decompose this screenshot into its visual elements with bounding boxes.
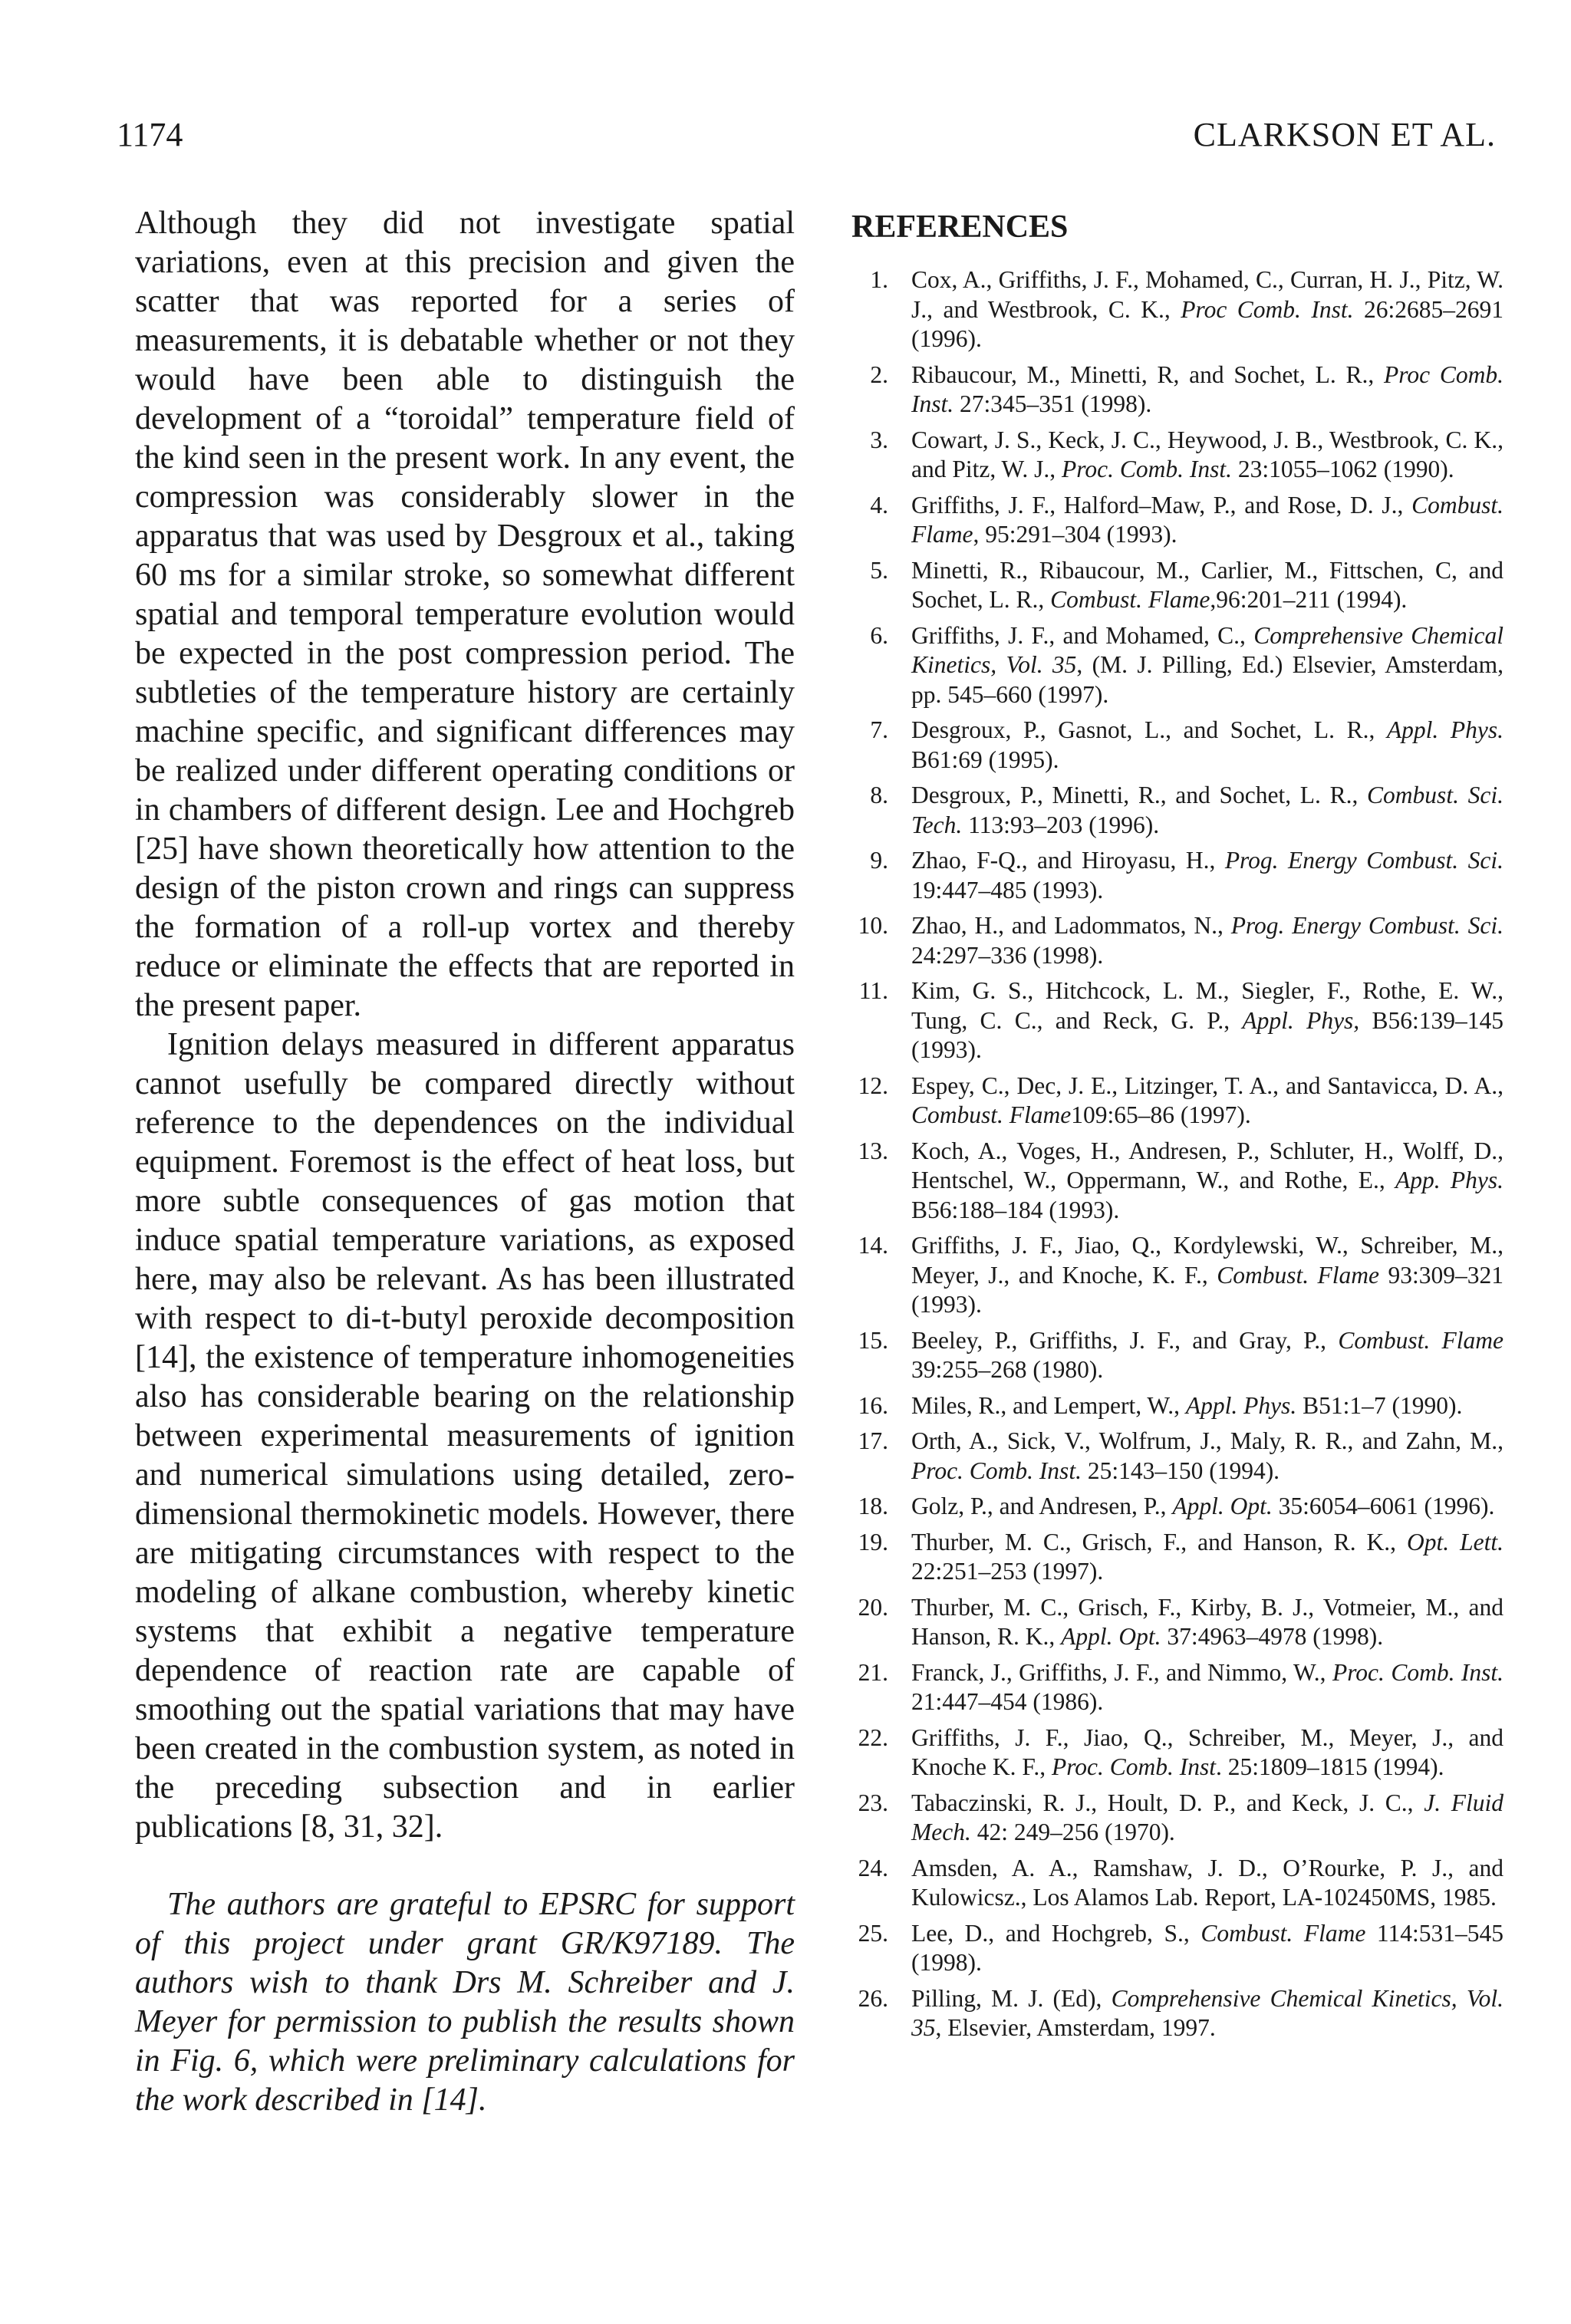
reference-authors: Lee, D., and Hochgreb, S.,	[911, 1919, 1201, 1947]
reference-authors: Minetti, R., Ribaucour, M., Carlier, M., Fittschen, C, and Sochet, L. R.,	[911, 556, 1503, 613]
reference-details: 24:297–336 (1998).	[911, 941, 1104, 969]
reference-journal: Prog. Energy Combust. Sci.	[1224, 847, 1503, 874]
reference-item	[851, 976, 1503, 1065]
reference-details: 114:531–545 (1998).	[911, 1919, 1504, 1976]
reference-text	[911, 622, 1503, 708]
reference-authors: Desgroux, P., Minetti, R., and Sochet, L. R.,	[911, 782, 1368, 808]
reference-authors: Cowart, J. S., Keck, J. C., Heywood, J. B., Westbrook, C. K., and Pitz, W. J.,	[911, 426, 1503, 482]
reference-item	[851, 360, 1503, 420]
reference-journal: Opt. Lett.	[1407, 1528, 1503, 1555]
reference-journal: Combust. Flame	[911, 491, 1503, 548]
reference-number: 6.	[870, 621, 888, 649]
reference-item	[851, 265, 1503, 354]
reference-number: 25.	[858, 1919, 888, 1947]
reference-details: B51:1–7 (1990).	[1296, 1391, 1463, 1419]
body-paragraph: Although they did not investigate spatial variations, even at this precision and given the scatter that was reported for a series of measurements, it is debatable whether or not they would have been able to distinguish the development of a “toroidal” temperature field of the kind seen in the present work. In any event, the compression was considerably slower in the apparatus that was used by Desgroux et al., taking 60 ms for a similar stroke, so somewhat different spatial and temporal temperature evolution would be expected in the post compression period. The subtleties of the temperature history are certainly machine specific, and significant differences may be realized under different operating conditions or in chambers of different design. Lee and Hochgreb [25] have shown theoretically how attention to the design of the piston crown and rings can suppress the formation of a roll-up vortex and thereby reduce or eliminate the effects that are reported in the present paper.	[135, 206, 795, 1023]
reference-text	[911, 1920, 1503, 1977]
reference-item	[851, 1231, 1503, 1320]
reference-number: 5.	[870, 556, 888, 584]
reference-journal: Comprehensive Chemical Kinetics, Vol. 35	[911, 1984, 1504, 2041]
reference-journal: Combust. Flame	[1217, 1261, 1380, 1289]
reference-details: 39:255–268 (1980).	[911, 1356, 1104, 1383]
reference-details: . 25:1809–1815 (1994).	[1216, 1753, 1444, 1780]
reference-text	[911, 492, 1503, 548]
reference-authors: Golz, P., and Andresen, P.,	[911, 1493, 1173, 1519]
reference-number: 4.	[870, 491, 888, 518]
reference-text	[911, 912, 1503, 969]
reference-item	[851, 1723, 1503, 1783]
reference-details: 113:93–203 (1996).	[962, 811, 1160, 838]
reference-authors: Thurber, M. C., Grisch, F., Kirby, B. J., Votmeier, M., and Hanson, R. K.,	[911, 1593, 1503, 1650]
reference-number: 8.	[870, 782, 888, 808]
reference-journal: Appl. Opt.	[1172, 1493, 1273, 1519]
reference-authors: Beeley, P., Griffiths, J. F., and Gray, P.,	[911, 1326, 1339, 1354]
reference-details: 25:143–150 (1994).	[1081, 1457, 1280, 1484]
reference-authors: Cox, A., Griffiths, J. F., Mohamed, C., Curran, H. J., Pitz, W. J., and Westbrook, C. K.,	[911, 266, 1503, 323]
reference-details: , (M. J. Pilling, Ed.) Elsevier, Amsterdam, pp. 545–660 (1997).	[911, 651, 1503, 708]
reference-text	[911, 1529, 1503, 1585]
reference-text	[911, 1392, 1462, 1419]
reference-authors: Desgroux, P., Gasnot, L., and Sochet, L. R.,	[911, 716, 1387, 743]
reference-number: 10.	[858, 912, 888, 939]
reference-text	[911, 361, 1503, 418]
reference-text	[911, 557, 1503, 614]
reference-text	[911, 1137, 1503, 1223]
reference-text	[911, 266, 1503, 352]
reference-details: 109:65–86 (1997).	[1071, 1101, 1251, 1128]
references-heading: REFERENCES	[851, 209, 1069, 245]
reference-details: 93:309–321 (1993).	[911, 1261, 1503, 1318]
references-column	[851, 206, 1503, 2049]
reference-text	[911, 1789, 1503, 1846]
reference-details: B56:188–184 (1993).	[911, 1196, 1120, 1223]
reference-details: 23:1055–1062 (1990).	[1231, 456, 1454, 482]
reference-journal: App. Phys.	[1395, 1167, 1503, 1193]
reference-number: 1.	[870, 266, 888, 293]
reference-authors: Griffiths, J. F., Jiao, Q., Kordylewski, W., Schreiber, M., Meyer, J., and Knoche, K. F.,	[911, 1232, 1503, 1289]
reference-item	[851, 1492, 1503, 1522]
reference-authors: Ribaucour, M., Minetti, R, and Sochet, L. R.,	[911, 360, 1385, 388]
reference-journal: Combust. Flame	[1200, 1919, 1366, 1947]
reference-number: 13.	[858, 1137, 888, 1164]
reference-item	[851, 1658, 1503, 1717]
reference-number: 22.	[858, 1723, 888, 1751]
reference-details: 35:6054–6061 (1996).	[1272, 1493, 1495, 1519]
reference-details: 21:447–454 (1986).	[911, 1688, 1104, 1715]
reference-item	[851, 716, 1503, 775]
reference-authors: Griffiths, J. F., Jiao, Q., Schreiber, M., Meyer, J., and Knoche K. F.,	[911, 1723, 1503, 1780]
reference-item	[851, 1984, 1503, 2043]
reference-number: 17.	[858, 1427, 888, 1454]
running-head: CLARKSON ET AL.	[1193, 116, 1496, 153]
reference-journal: Proc Comb. Inst.	[911, 360, 1503, 417]
reference-item	[851, 846, 1503, 905]
reference-details: 22:251–253 (1997).	[911, 1558, 1104, 1585]
reference-details: B61:69 (1995).	[911, 746, 1059, 773]
reference-item	[851, 426, 1503, 485]
page-header	[117, 112, 1496, 158]
reference-details: B56:139–145 (1993).	[911, 1006, 1503, 1063]
reference-number: 18.	[858, 1493, 888, 1519]
reference-list	[851, 265, 1503, 2043]
reference-details: 19:447–485 (1993).	[911, 876, 1104, 904]
reference-text	[911, 1985, 1503, 2042]
reference-text	[911, 1072, 1503, 1129]
reference-text	[911, 1493, 1494, 1519]
reference-authors: Amsden, A. A., Ramshaw, J. D., O’Rourke, P. J., and Kulowicsz., Los Alamos Lab. Report, LA-102450MS, 1985.	[911, 1854, 1503, 1911]
reference-number: 15.	[858, 1326, 888, 1354]
reference-details: , Elsevier, Amsterdam, 1997.	[935, 2014, 1216, 2041]
reference-journal: Appl. Phys,	[1242, 1006, 1360, 1034]
reference-item	[851, 621, 1503, 710]
reference-number: 24.	[858, 1854, 888, 1881]
reference-authors: Franck, J., Griffiths, J. F., and Nimmo, W.,	[911, 1658, 1332, 1686]
reference-text	[911, 977, 1503, 1063]
reference-journal: Appl. Opt.	[1061, 1623, 1161, 1650]
reference-item	[851, 1427, 1503, 1486]
reference-item	[851, 1326, 1503, 1385]
reference-number: 26.	[858, 1984, 888, 2012]
reference-text	[911, 847, 1503, 904]
reference-text	[911, 716, 1503, 773]
reference-journal: Combust. Flame	[911, 1101, 1072, 1128]
reference-journal: Combust. Sci. Tech.	[911, 782, 1503, 838]
page-number: 1174	[117, 116, 183, 153]
reference-text	[911, 1855, 1503, 1911]
reference-item	[851, 1137, 1503, 1226]
reference-number: 9.	[870, 847, 888, 874]
reference-item	[851, 556, 1503, 615]
reference-authors: Zhao, H., and Ladommatos, N.,	[911, 912, 1231, 939]
body-paragraph: Ignition delays measured in different apparatus cannot usefully be compared directly without reference to the dependences on the individual equipment. Foremost is the effect of heat loss, but more subtle consequences of gas motion that induce spatial temperature variations, as exposed here, may also be relevant. As has been illustrated with respect to di-t-butyl peroxide decomposition [14], the existence of temperature inhomogeneities also has considerable bearing on the relationship between experimental measurements of ignition and numerical simulations using detailed, zero-dimensional thermokinetic models. However, there are mitigating circumstances with respect to the modeling of alkane combustion, whereby kinetic systems that exhibit a negative temperature dependence of reaction rate are capable of smoothing out the spatial variations that may have been created in the combustion system, as noted in the preceding subsection and in earlier publications [8, 31, 32].	[135, 1027, 795, 1845]
reference-details: ,96:201–211 (1994).	[1210, 586, 1408, 613]
reference-details: 27:345–351 (1998).	[953, 390, 1152, 417]
reference-text	[911, 1594, 1503, 1651]
reference-item	[851, 1071, 1503, 1131]
reference-item	[851, 781, 1503, 840]
reference-journal: Proc. Comb. Inst.	[1332, 1658, 1503, 1686]
reference-number: 12.	[858, 1071, 888, 1099]
reference-number: 14.	[858, 1232, 888, 1259]
reference-journal: J. Fluid Mech.	[911, 1789, 1503, 1845]
reference-journal: Combust. Flame	[1338, 1326, 1503, 1354]
reference-item	[851, 1391, 1503, 1421]
reference-item	[851, 1789, 1503, 1848]
reference-authors: Pilling, M. J. (Ed),	[911, 1984, 1112, 2012]
reference-journal: Appl. Phys.	[1386, 716, 1504, 743]
reference-text	[911, 1659, 1503, 1716]
reference-number: 23.	[858, 1789, 888, 1816]
reference-text	[911, 1327, 1503, 1384]
reference-number: 3.	[870, 426, 888, 453]
reference-text	[911, 782, 1503, 838]
reference-item	[851, 1854, 1503, 1913]
reference-text	[911, 426, 1503, 483]
reference-item	[851, 491, 1503, 550]
reference-number: 2.	[870, 360, 888, 388]
reference-item	[851, 911, 1503, 970]
reference-journal: Comprehensive Chemical Kinetics, Vol. 35	[911, 621, 1503, 678]
reference-authors: Miles, R., and Lempert, W.,	[911, 1391, 1186, 1419]
reference-details: 42: 249–256 (1970).	[970, 1819, 1175, 1845]
body-text-column	[135, 204, 795, 2120]
reference-text	[911, 1724, 1503, 1781]
reference-number: 16.	[858, 1391, 888, 1419]
reference-authors: Zhao, F-Q., and Hiroyasu, H.,	[911, 847, 1225, 874]
reference-authors: Thurber, M. C., Grisch, F., and Hanson, R. K.,	[911, 1528, 1408, 1555]
reference-item	[851, 1593, 1503, 1652]
reference-number: 11.	[858, 977, 888, 1004]
reference-details: 26:2685–2691 (1996).	[911, 295, 1503, 352]
reference-journal: Proc Comb. Inst.	[1181, 295, 1354, 323]
reference-authors: Tabaczinski, R. J., Hoult, D. P., and Keck, J. C.,	[911, 1789, 1424, 1816]
reference-item	[851, 1919, 1503, 1978]
reference-number: 7.	[870, 716, 888, 743]
reference-text	[911, 1427, 1503, 1484]
acknowledgment: The authors are grateful to EPSRC for support of this project under grant GR/K97189. The authors wish to thank Drs M. Schreiber and J. Meyer for permission to publish the results shown in Fig. 6, which were preliminary calculations for the work described in [14].	[135, 1887, 795, 2118]
reference-authors: Griffiths, J. F., Halford–Maw, P., and Rose, D. J.,	[911, 491, 1412, 518]
reference-journal: Appl. Phys.	[1185, 1391, 1297, 1419]
reference-journal: Proc. Comb. Inst.	[911, 1457, 1082, 1484]
reference-authors: Griffiths, J. F., and Mohamed, C.,	[911, 621, 1254, 649]
reference-journal: Proc. Comb. Inst	[1051, 1753, 1217, 1780]
reference-journal: Prog. Energy Combust. Sci.	[1230, 912, 1503, 939]
reference-details: , 95:291–304 (1993).	[973, 521, 1177, 548]
reference-text	[911, 1232, 1503, 1318]
reference-authors: Espey, C., Dec, J. E., Litzinger, T. A., and Santavicca, D. A.,	[911, 1071, 1503, 1099]
reference-journal: Proc. Comb. Inst.	[1062, 456, 1232, 482]
reference-item	[851, 1528, 1503, 1587]
reference-number: 19.	[858, 1528, 888, 1555]
reference-authors: Kim, G. S., Hitchcock, L. M., Siegler, F., Rothe, E. W., Tung, C. C., and Reck, G. P.,	[911, 977, 1503, 1034]
reference-number: 21.	[858, 1658, 888, 1686]
reference-number: 20.	[858, 1593, 888, 1621]
reference-authors: Koch, A., Voges, H., Andresen, P., Schluter, H., Wolff, D., Hentschel, W., Oppermann, W., and Rothe, E.,	[911, 1137, 1503, 1193]
reference-details: 37:4963–4978 (1998).	[1161, 1623, 1384, 1650]
reference-journal: Combust. Flame	[1050, 586, 1210, 613]
reference-authors: Orth, A., Sick, V., Wolfrum, J., Maly, R. R., and Zahn, M.,	[911, 1427, 1503, 1454]
